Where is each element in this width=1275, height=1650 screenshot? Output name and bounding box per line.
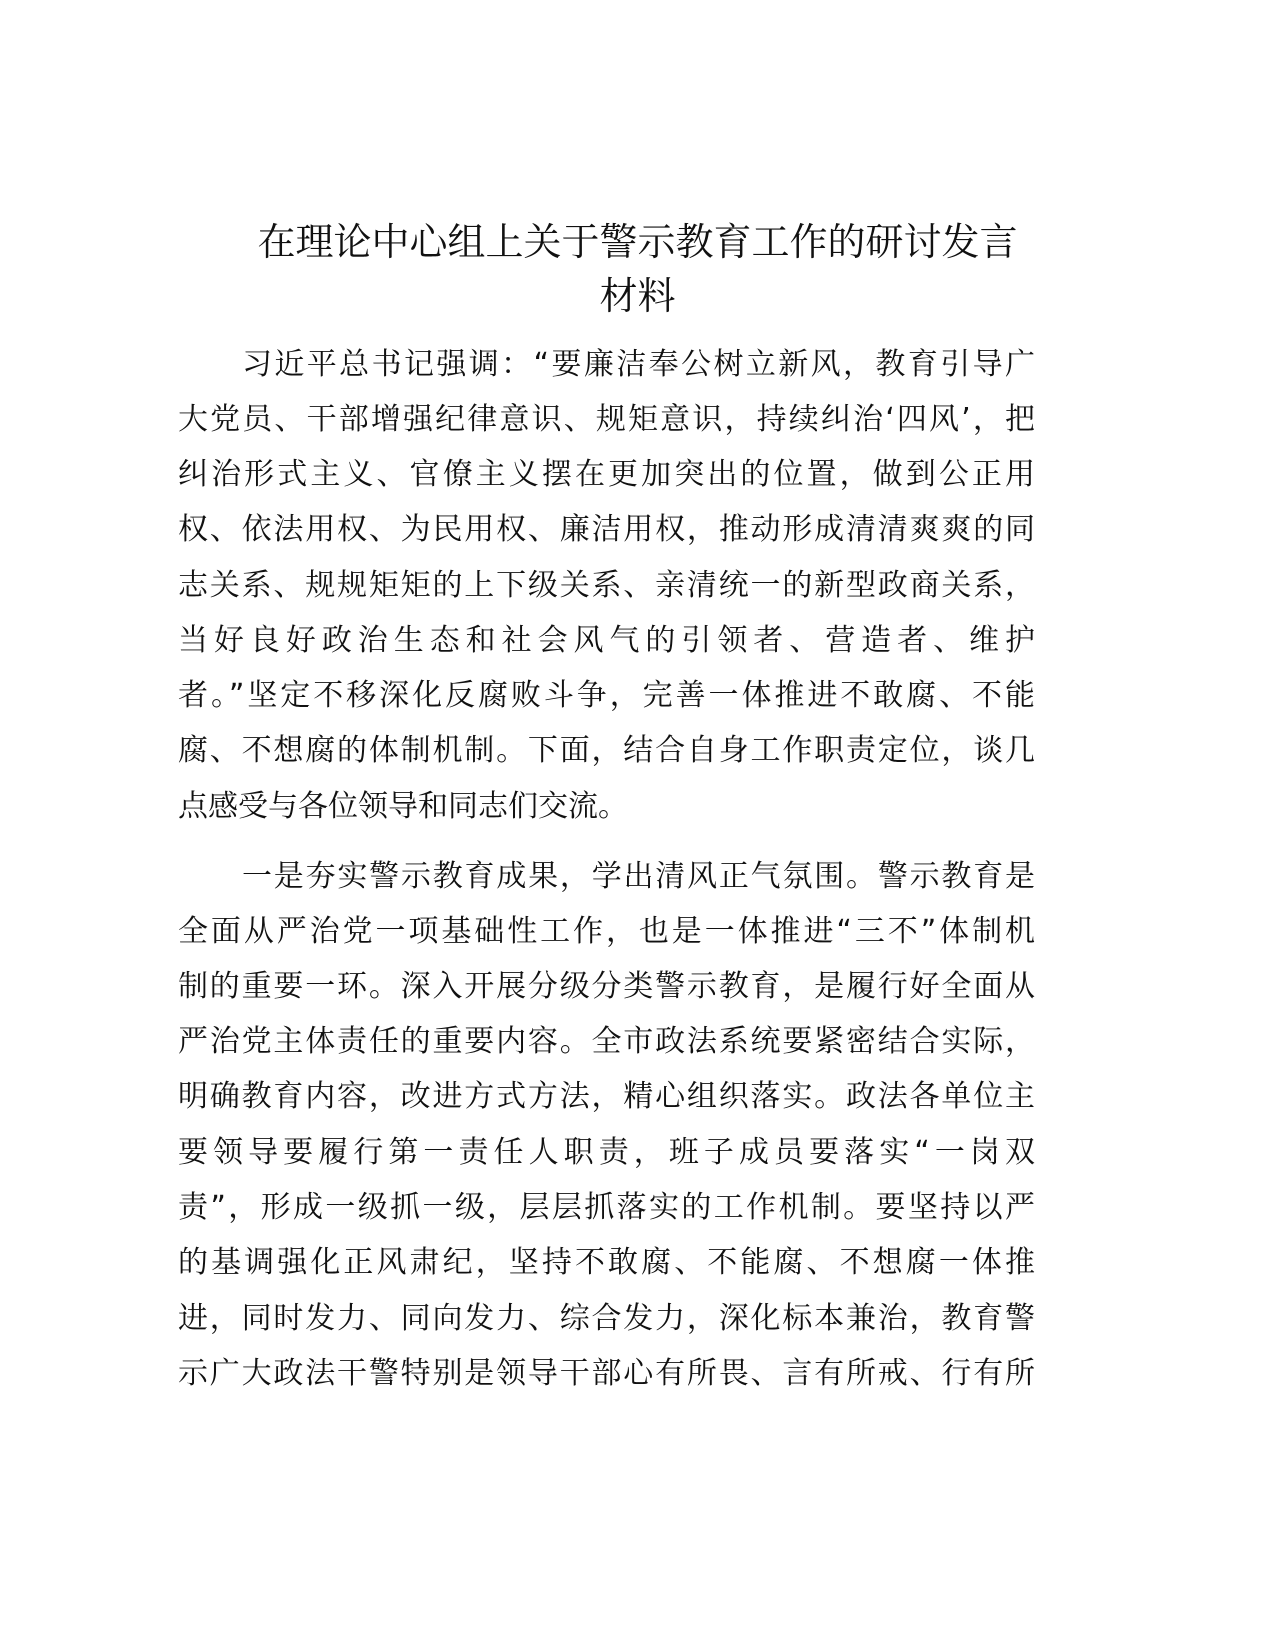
text-line: 习近平总书记强调：“要廉洁奉公树立新风，教育引导广 xyxy=(242,347,1035,382)
text-line: 示广大政法干警特别是领导干部心有所畏、言有所戒、行有所 xyxy=(178,1356,1035,1391)
text-line: 严治党主体责任的重要内容。全市政法系统要紧密结合实际， xyxy=(178,1024,1035,1059)
text-line: 责”，形成一级抓一级，层层抓落实的工作机制。要坚持以严 xyxy=(178,1190,1035,1225)
text-line: 的基调强化正风肃纪，坚持不敢腐、不能腐、不想腐一体推 xyxy=(178,1245,1035,1280)
document-title-line-2: 材料 xyxy=(599,274,676,318)
text-line: 权、依法用权、为民用权、廉洁用权，推动形成清清爽爽的同 xyxy=(178,512,1035,547)
text-line: 志关系、规规矩矩的上下级关系、亲清统一的新型政商关系， xyxy=(178,568,1035,603)
text-line: 点感受与各位领导和同志们交流。 xyxy=(178,789,628,824)
text-line: 进，同时发力、同向发力、综合发力，深化标本兼治，教育警 xyxy=(178,1301,1035,1336)
text-line: 一是夯实警示教育成果，学出清风正气氛围。警示教育是 xyxy=(242,859,1035,894)
text-line: 制的重要一环。深入开展分级分类警示教育，是履行好全面从 xyxy=(178,969,1035,1004)
text-line: 当好良好政治生态和社会风气的引领者、营造者、维护 xyxy=(178,623,1035,658)
document-title-line-1: 在理论中心组上关于警示教育工作的研讨发言 xyxy=(257,220,1018,264)
text-line: 要领导要履行第一责任人职责，班子成员要落实“一岗双 xyxy=(178,1135,1035,1170)
text-line: 大党员、干部增强纪律意识、规矩意识，持续纠治‘四风’，把 xyxy=(178,402,1035,437)
text-line: 明确教育内容，改进方式方法，精心组织落实。政法各单位主 xyxy=(178,1079,1035,1114)
text-line: 腐、不想腐的体制机制。下面，结合自身工作职责定位，谈几 xyxy=(178,733,1035,768)
text-line: 者。”坚定不移深化反腐败斗争，完善一体推进不敢腐、不能 xyxy=(178,678,1035,713)
text-line: 纠治形式主义、官僚主义摆在更加突出的位置，做到公正用 xyxy=(178,457,1035,492)
text-line: 全面从严治党一项基础性工作，也是一体推进“三不”体制机 xyxy=(178,914,1035,949)
